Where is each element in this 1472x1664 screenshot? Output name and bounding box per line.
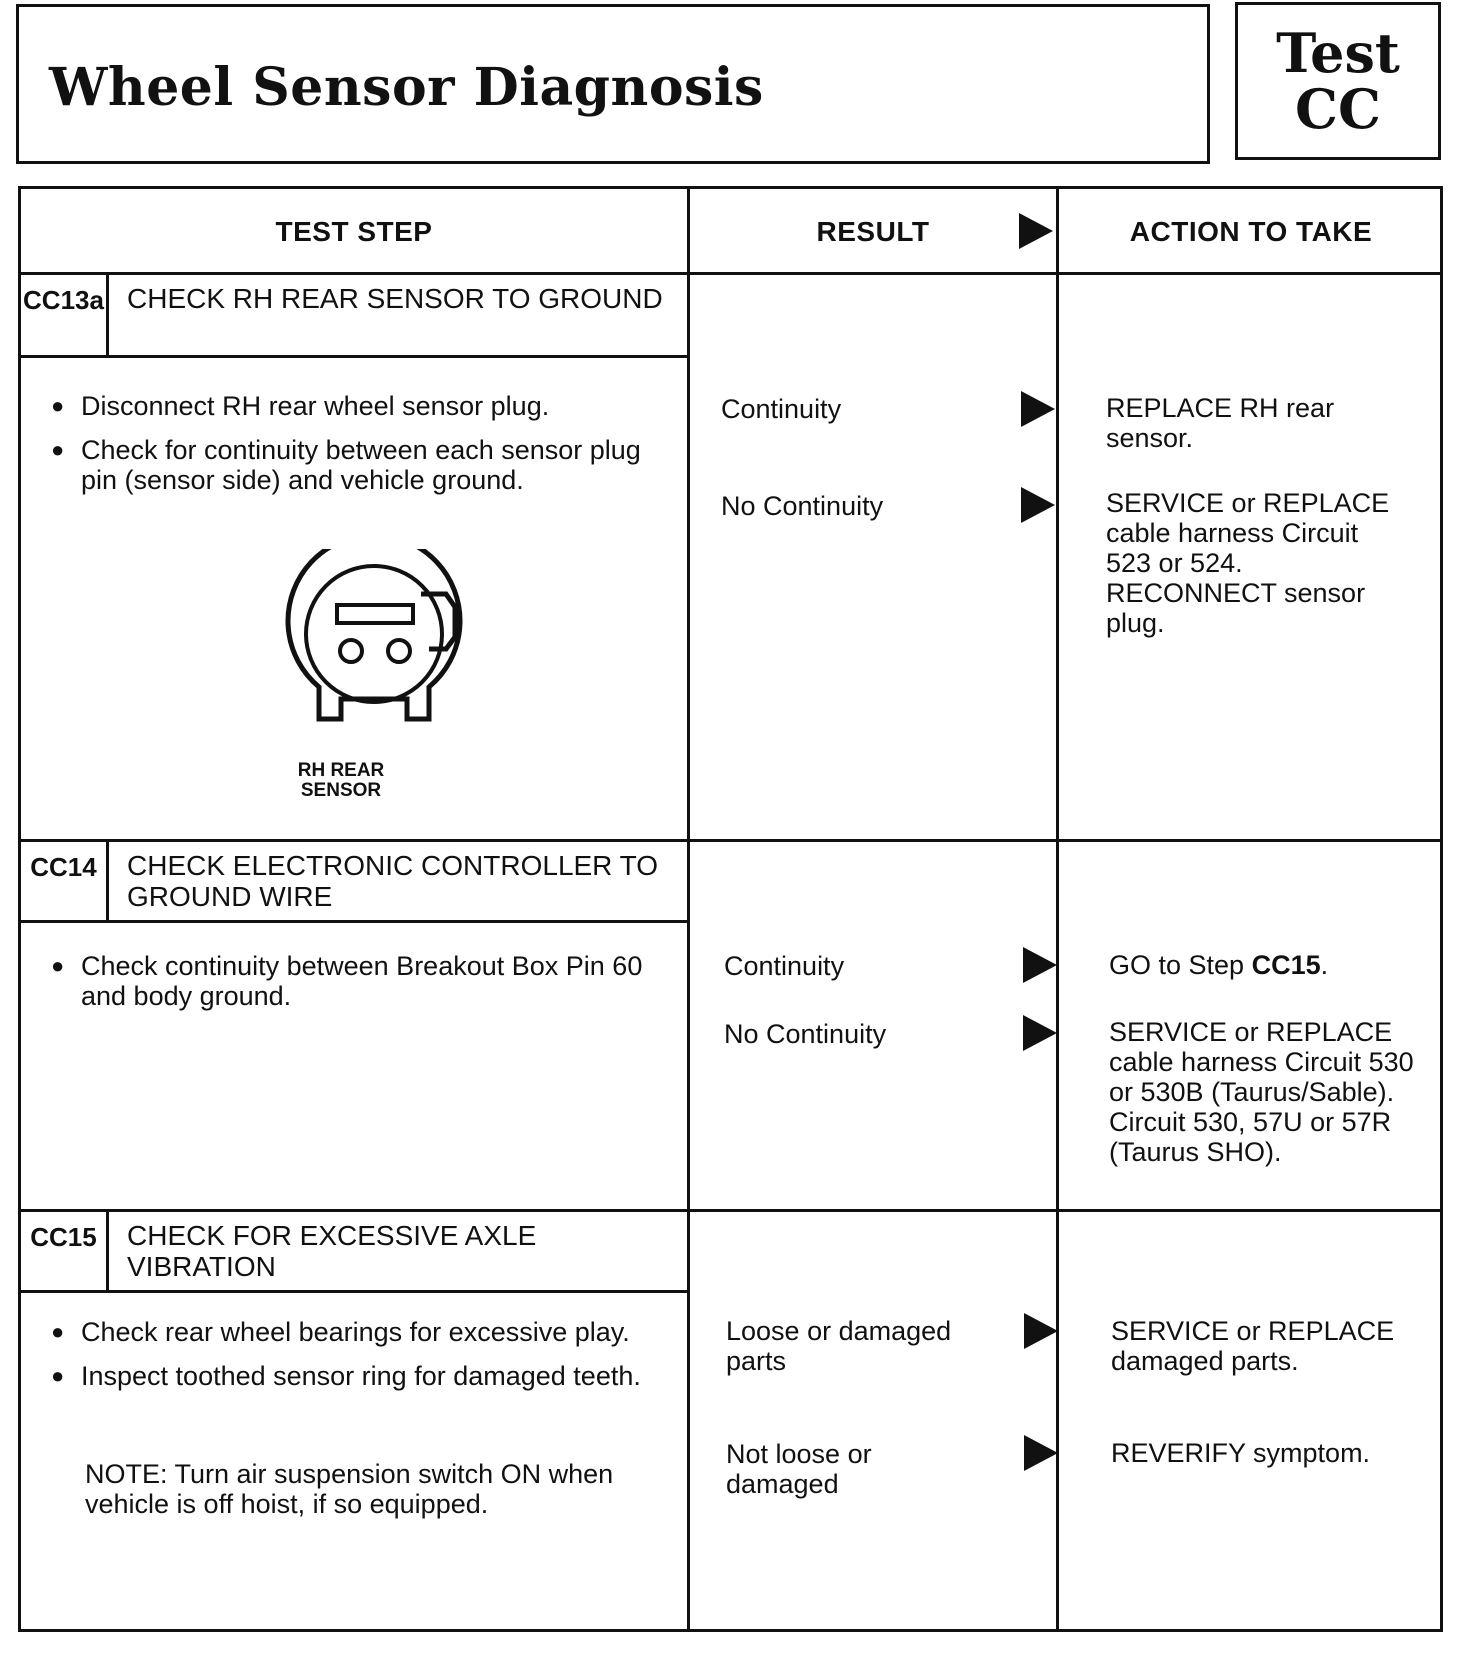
figure-caption: RH REAR SENSOR [297, 760, 385, 801]
step-title: CHECK RH REAR SENSOR TO GROUND [127, 283, 663, 314]
arrow-icon [1021, 391, 1055, 427]
column-divider [1056, 189, 1059, 1629]
column-header-action: ACTION TO TAKE [1129, 216, 1373, 247]
action-suffix: . [1320, 950, 1329, 980]
instruction-item: ● Check continuity between Breakout Box Pin 60 and body ground. [51, 951, 651, 1011]
instruction-item: ● Disconnect RH rear wheel sensor plug. [51, 391, 651, 421]
action-text: REPLACE RH rear sensor. [1106, 393, 1335, 453]
step-title: CHECK ELECTRONIC CONTROLLER TO GROUND WIRE [127, 850, 659, 912]
step-id: CC14 [21, 842, 109, 920]
action-text [1109, 950, 1409, 980]
test-code: CC [1295, 77, 1381, 141]
sensor-pin [340, 640, 362, 662]
step-header [21, 275, 687, 358]
step-instructions [51, 1317, 651, 1405]
column-divider [687, 189, 690, 1629]
rh-rear-sensor-diagram [261, 549, 501, 749]
sensor-side-tab [421, 594, 455, 649]
arrow-icon [1024, 1313, 1058, 1349]
diagnosis-table [18, 186, 1443, 1632]
result-text: No Continuity [721, 491, 884, 521]
result-text: Continuity [724, 951, 845, 981]
action-text: SERVICE or REPLACE cable harness Circuit 530 or 530B (Taurus/Sable). Circuit 530, 57U or 57R (Taurus SHO). [1109, 1017, 1414, 1167]
result-text: Continuity [721, 394, 842, 424]
instruction-item: ● Check rear wheel bearings for excessive play. [51, 1317, 651, 1347]
test-label: Test [1276, 21, 1400, 85]
sensor-housing-outline [288, 549, 460, 719]
action-text: REVERIFY symptom. [1111, 1438, 1371, 1468]
note-text: NOTE: Turn air suspension switch ON when vehicle is off hoist, if so equipped. [85, 1459, 614, 1519]
sensor-plug-face [306, 566, 442, 702]
step-id: CC13a [21, 275, 109, 355]
test-badge [1235, 2, 1441, 160]
column-header-result: RESULT [816, 216, 930, 247]
result-text: Loose or damaged parts [726, 1316, 952, 1376]
arrow-icon [1021, 487, 1055, 523]
action-text: SERVICE or REPLACE damaged parts. [1111, 1316, 1395, 1376]
step-instructions [51, 391, 651, 509]
step-reference: CC15 [1251, 950, 1321, 980]
step-instructions [51, 951, 651, 1025]
arrow-icon [1024, 1435, 1058, 1471]
arrow-icon [1023, 1015, 1057, 1051]
step-title: CHECK FOR EXCESSIVE AXLE VIBRATION [127, 1220, 537, 1282]
arrow-icon [1019, 213, 1053, 249]
action-text: SERVICE or REPLACE cable harness Circuit 523 or 524. RECONNECT sensor plug. [1106, 488, 1390, 638]
sensor-pin [388, 640, 410, 662]
page-title: Wheel Sensor Diagnosis [49, 57, 764, 118]
step-header [21, 1212, 687, 1293]
result-text: Not loose or damaged [726, 1439, 872, 1499]
instruction-item: ● Inspect toothed sensor ring for damaged teeth. [51, 1361, 651, 1391]
title-box [16, 4, 1210, 164]
action-prefix: GO to Step [1109, 950, 1252, 980]
column-header-test-step: TEST STEP [275, 216, 433, 247]
arrow-icon [1023, 947, 1057, 983]
sensor-key-slot [337, 605, 413, 623]
instruction-item: ● Check for continuity between each sensor plug pin (sensor side) and vehicle ground. [51, 435, 651, 495]
step-id: CC15 [21, 1212, 109, 1290]
result-text: No Continuity [724, 1019, 887, 1049]
step-header [21, 842, 687, 923]
